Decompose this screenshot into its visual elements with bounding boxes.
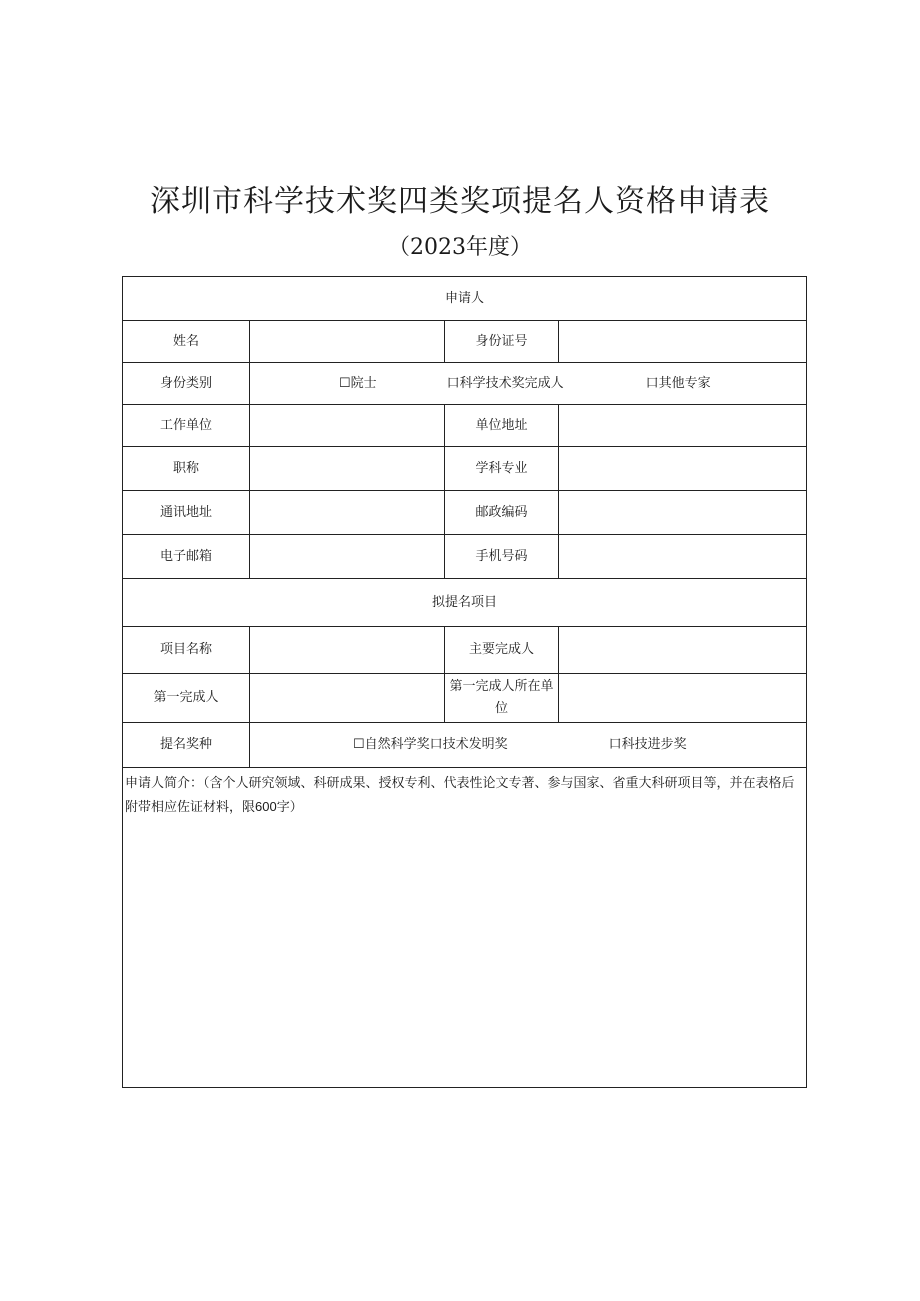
email-field[interactable] [250, 535, 445, 579]
award-option-natural-science[interactable]: ☐自然科学奖 [353, 737, 430, 752]
title-field[interactable] [250, 447, 445, 491]
work-unit-field[interactable] [250, 405, 445, 447]
work-unit-label: 工作单位 [123, 405, 250, 447]
award-type-label: 提名奖种 [123, 723, 250, 768]
main-contributors-label: 主要完成人 [445, 627, 559, 674]
application-form-table [122, 276, 807, 1088]
applicant-section-heading: 申请人 [123, 277, 807, 321]
first-contributor-unit-label: 第一完成人所在单位 [445, 674, 559, 723]
main-contributors-field[interactable] [559, 627, 807, 674]
title-label: 职称 [123, 447, 250, 491]
intro-instructions: 申请人简介：（含个人研究领域、科研成果、授权专利、代表性论文专著、参与国家、省重大科研项目等，并在表格后附带相应佐证材料，限 [125, 776, 795, 815]
unit-address-label: 单位地址 [445, 405, 559, 447]
project-name-label: 项目名称 [123, 627, 250, 674]
postal-code-field[interactable] [559, 491, 807, 535]
postal-code-label: 邮政编码 [445, 491, 559, 535]
first-contributor-label: 第一完成人 [123, 674, 250, 723]
identity-option-other-expert[interactable]: 口其他专家 [645, 375, 711, 391]
applicant-intro-cell[interactable] [123, 768, 807, 1088]
project-name-field[interactable] [250, 627, 445, 674]
intro-word-limit: 600 [255, 799, 277, 814]
mobile-label: 手机号码 [445, 535, 559, 579]
name-label: 姓名 [123, 321, 250, 363]
discipline-label: 学科专业 [445, 447, 559, 491]
identity-type-label: 身份类别 [123, 363, 250, 405]
award-type-options [250, 723, 807, 768]
mobile-field[interactable] [559, 535, 807, 579]
first-contributor-field[interactable] [250, 674, 445, 723]
email-label: 电子邮箱 [123, 535, 250, 579]
identity-option-academician[interactable]: ☐院士 [339, 375, 377, 391]
form-year: （2023年度） [388, 235, 532, 260]
award-option-sci-tech-progress[interactable]: 口科技进步奖 [608, 737, 687, 752]
first-contributor-unit-field[interactable] [559, 674, 807, 723]
identity-option-award-winner[interactable]: 口科学技术奖完成人 [446, 375, 564, 391]
identity-type-options [250, 363, 807, 405]
unit-address-field[interactable] [559, 405, 807, 447]
award-option-technology-invention[interactable]: 口技术发明奖 [429, 737, 508, 752]
id-number-field[interactable] [559, 321, 807, 363]
discipline-field[interactable] [559, 447, 807, 491]
mail-address-label: 通讯地址 [123, 491, 250, 535]
mail-address-field[interactable] [250, 491, 445, 535]
project-section-heading: 拟提名项目 [123, 579, 807, 627]
name-field[interactable] [250, 321, 445, 363]
form-title: 深圳市科学技术奖四类奖项提名人资格申请表 [150, 184, 770, 219]
intro-instructions-suffix: 字） [276, 800, 303, 815]
id-number-label: 身份证号 [445, 321, 559, 363]
